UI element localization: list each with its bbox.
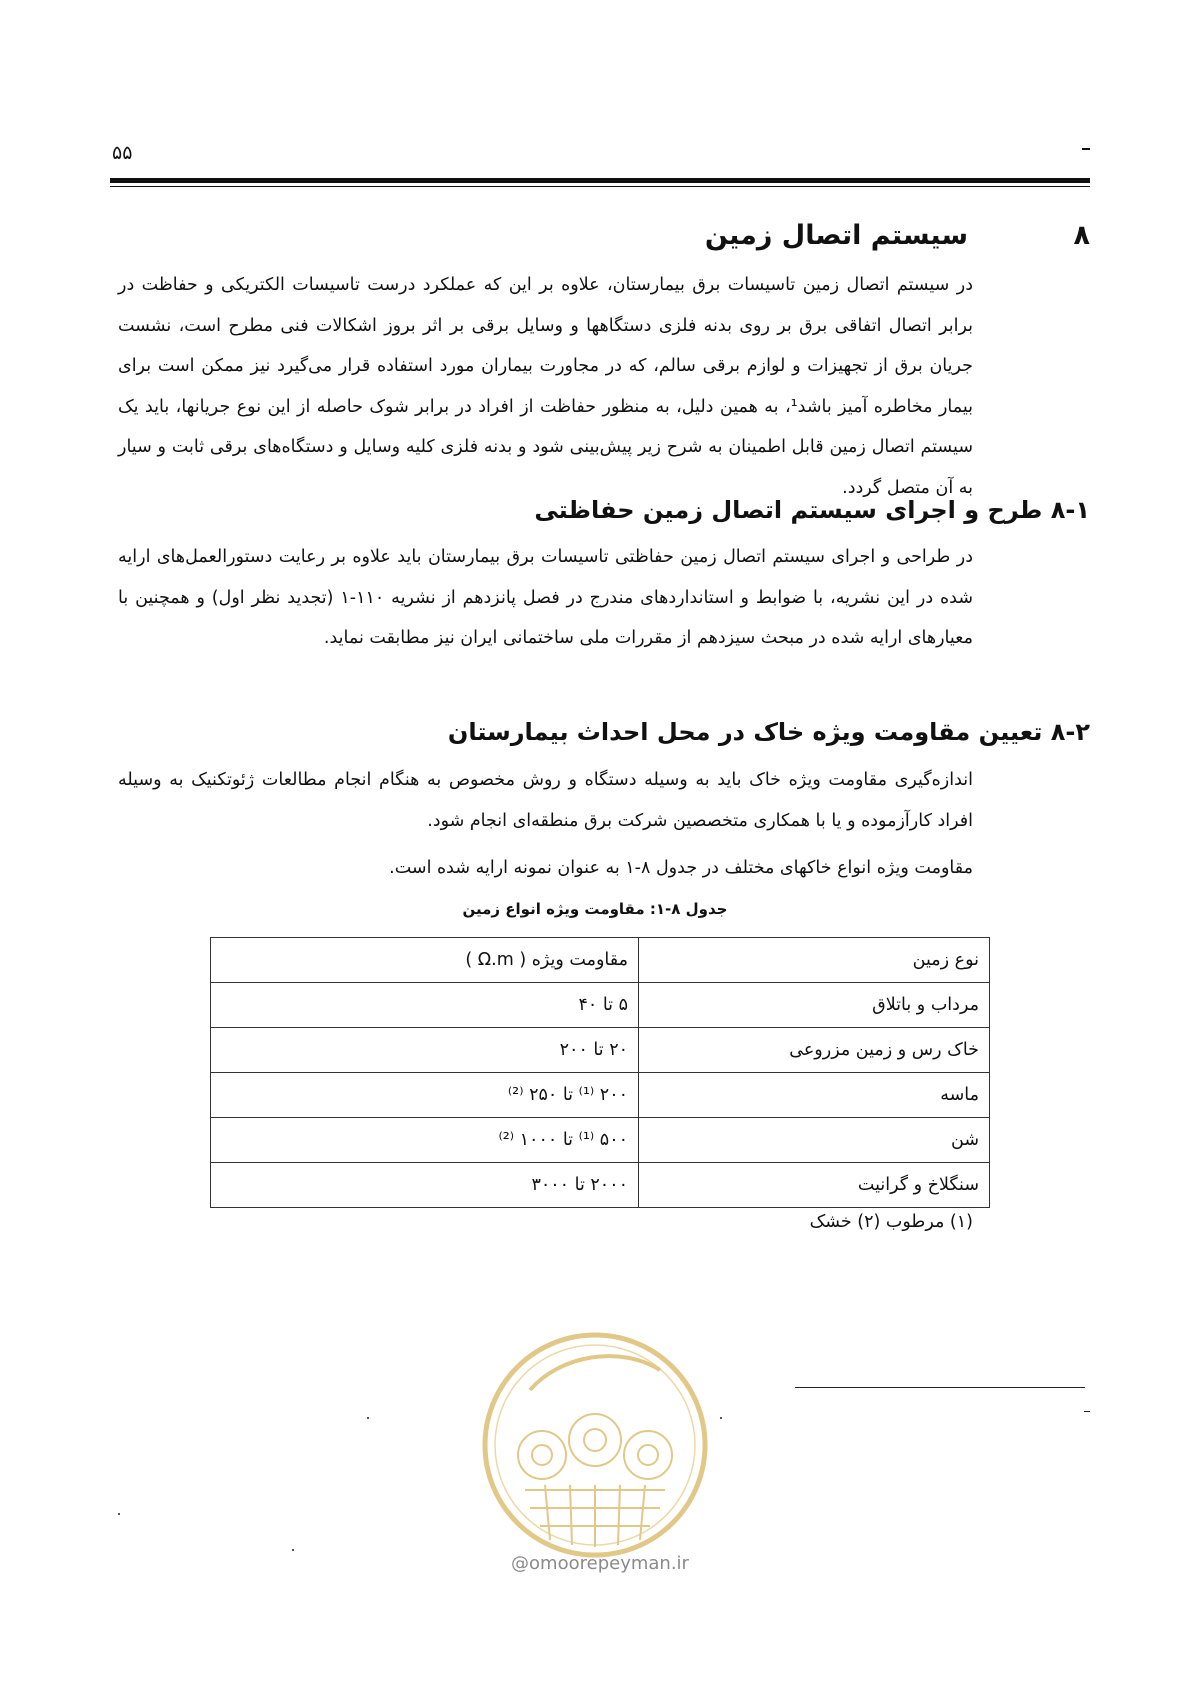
section-heading-8-2: ۸-۲ تعیین مقاومت ویژه خاک در محل احداث بیمارستان: [447, 718, 1090, 746]
scan-speck: [367, 1417, 369, 1419]
cell-resistivity: ۲۰۰ ⁽¹⁾ تا ۲۵۰ ⁽²⁾: [211, 1073, 639, 1118]
section-8-2-paragraph-2: مقاومت ویژه انواع خاکهای مختلف در جدول ۸-۱ به عنوان نمونه ارایه شده است.: [389, 858, 973, 878]
watermark-swash: [530, 1356, 660, 1390]
header-dash: [1082, 148, 1090, 150]
table-header-row: [211, 938, 990, 983]
cell-soil-type: شن: [639, 1118, 990, 1163]
table-footnote: (۱) مرطوب (۲) خشک: [809, 1212, 973, 1232]
watermark-url: @omoorepeyman.ir: [511, 1553, 689, 1574]
table-row: [211, 983, 990, 1028]
section-8-2-paragraph-1: اندازه‌گیری مقاومت ویژه خاک باید به وسیله دستگاه و روش مخصوص به هنگام انجام مطالعات ژئوتکنیک به وسیله افراد کارآزموده و یا با همکاری متخصصین شرکت برق منطقه‌ای انجام شود.: [118, 770, 973, 831]
cell-soil-type: سنگلاخ و گرانیت: [639, 1163, 990, 1208]
header-cell-soil-type: نوع زمین: [639, 938, 990, 983]
table-row: [211, 1073, 990, 1118]
chapter-number: ۸: [1073, 220, 1090, 251]
chapter-title: سیستم اتصال زمین: [704, 220, 968, 251]
table-row: [211, 1118, 990, 1163]
header-rule-thin: [110, 186, 1090, 187]
cell-soil-type: مرداب و باتلاق: [639, 983, 990, 1028]
scan-speck: [292, 1549, 294, 1551]
table-row: [211, 1028, 990, 1073]
cell-resistivity: ۵ تا ۴۰: [211, 983, 639, 1028]
section-heading-8-1: ۸-۱ طرح و اجرای سیستم اتصال زمین حفاظتی: [534, 496, 1090, 524]
section-8-1-paragraph: در طراحی و اجرای سیستم اتصال زمین حفاظتی تاسیسات برق بیمارستان باید علاوه بر رعایت دستورالعمل‌های ارایه شده در این نشریه، با ضوابط و استانداردهای مندرج در فصل پانزدهم از نشریه ۱۱۰-۱ (تجدید نظر اول) و همچنین با معیارهای ارایه شده در مبحث سیزدهم از مقررات ملی ساختمانی ایران نیز مطابقت نماید.: [118, 547, 974, 648]
cell-resistivity: ۵۰۰ ⁽¹⁾ تا ۱۰۰۰ ⁽²⁾: [211, 1118, 639, 1163]
footnote-separator: [795, 1387, 1085, 1388]
chapter-heading: [704, 220, 1090, 260]
header-cell-resistivity: مقاومت ویژه ( Ω.m ): [211, 938, 639, 983]
page-number: ۵۵: [112, 142, 133, 164]
watermark-gears: [518, 1414, 672, 1479]
cell-resistivity: ۲۰ تا ۲۰۰: [211, 1028, 639, 1073]
scan-speck: [118, 1513, 120, 1515]
watermark-logo: [470, 1315, 720, 1585]
soil-resistivity-table: [210, 937, 990, 1208]
table-caption: جدول ۸-۱: مقاومت ویژه انواع زمین: [462, 900, 728, 918]
footnote-dash: [1084, 1411, 1090, 1412]
table-row: [211, 1163, 990, 1208]
intro-paragraph: در سیستم اتصال زمین تاسیسات برق بیمارستان، علاوه بر این که عملکرد درست تاسیسات الکتریکی و حفاظت در برابر اتصال اتفاقی برق بر روی بدنه فلزی دستگاهها و وسایل برقی بر اثر بروز اشکالات فنی مطرح است، نشست جریان برق از تجهیزات و لوازم برقی سالم، که در مجاورت بیماران مورد استفاده قرار می‌گیرد نیز ممکن است برای بیمار مخاطره آمیز باشد¹، به همین دلیل، به منظور حفاظت از افراد در برابر شوک حاصله از این نوع جریانها، باید یک سیستم اتصال زمین قابل اطمینان به شرح زیر پیش‌بینی شود و بدنه فلزی کلیه وسایل و دستگاه‌های برقی ثابت و سیار به آن متصل گردد.: [118, 275, 974, 498]
cell-soil-type: ماسه: [639, 1073, 990, 1118]
header-rule-thick: [110, 178, 1090, 183]
cell-soil-type: خاک رس و زمین مزروعی: [639, 1028, 990, 1073]
watermark-grid: [525, 1485, 665, 1547]
cell-resistivity: ۲۰۰۰ تا ۳۰۰۰: [211, 1163, 639, 1208]
scan-speck: [720, 1417, 722, 1419]
